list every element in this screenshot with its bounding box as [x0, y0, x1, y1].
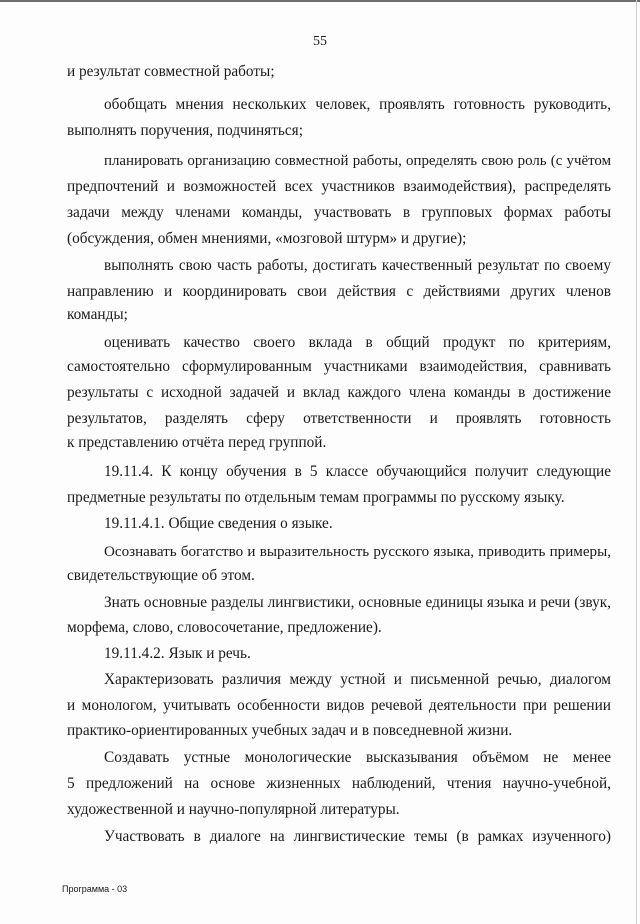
text-line: и результат совместной работы;: [67, 63, 275, 80]
text-line: планировать организацию совместной работы, определять свою роль (с учётом: [104, 153, 611, 169]
text-line: 19.11.4.2. Язык и речь.: [104, 645, 251, 662]
text-line: 5 предложений на основе жизненных наблюдений, чтения научно-учебной,: [67, 775, 611, 792]
text-line: Знать основные разделы лингвистики, основные единицы языка и речи (звук,: [104, 594, 611, 611]
right-edge: [636, 0, 637, 924]
text-line: направлению и координировать свои действия с действиями других членов: [67, 283, 611, 300]
text-line: к представлению отчёта перед группой.: [67, 434, 327, 451]
text-line: оценивать качество своего вклада в общий продукт по критериям,: [104, 334, 611, 351]
text-line: выполнять свою часть работы, достигать качественный результат по своему: [104, 257, 611, 274]
text-line: и монологом, учитывать особенности видов речевой деятельности при решении: [67, 697, 611, 714]
text-line: предпочтений и возможностей всех участников взаимодействия), распределять: [67, 178, 611, 195]
text-line: обобщать мнения нескольких человек, проявлять готовность руководить,: [104, 96, 611, 113]
text-line: результаты с исходной задачей и вклад каждого члена команды в достижение: [67, 384, 611, 401]
text-line: Осознавать богатство и выразительность русского языка, приводить примеры,: [104, 544, 611, 560]
top-border: [0, 0, 640, 2]
text-line: задачи между членами команды, участвовать в групповых формах работы: [67, 204, 611, 221]
text-line: практико-ориентированных учебных задач и в повседневной жизни.: [67, 722, 513, 739]
text-line: команды;: [67, 306, 128, 323]
text-line: 19.11.4. К концу обучения в 5 классе обучающийся получит следующие: [104, 463, 611, 480]
text-line: (обсуждения, обмен мнениями, «мозговой штурм» и другие);: [67, 230, 467, 247]
text-line: морфема, слово, словосочетание, предложение).: [67, 619, 382, 636]
text-line: выполнять поручения, подчиняться;: [67, 122, 303, 139]
text-line: художественной и научно-популярной литературы.: [67, 801, 400, 818]
text-line: свидетельствующие об этом.: [67, 567, 255, 584]
footer-label: Программа - 03: [62, 884, 128, 894]
text-line: Участвовать в диалоге на лингвистические темы (в рамках изученного): [104, 828, 611, 845]
text-line: результатов, разделять сферу ответственности и проявлять готовность: [67, 410, 611, 427]
text-line: Характеризовать различия между устной и письменной речью, диалогом: [104, 671, 611, 688]
page-number: 55: [313, 34, 327, 49]
text-line: предметные результаты по отдельным темам программы по русскому языку.: [67, 489, 565, 506]
text-line: 19.11.4.1. Общие сведения о языке.: [104, 515, 333, 532]
text-line: самостоятельно сформулированным участниками взаимодействия, сравнивать: [67, 358, 611, 375]
text-line: Создавать устные монологические высказывания объёмом не менее: [104, 749, 611, 766]
